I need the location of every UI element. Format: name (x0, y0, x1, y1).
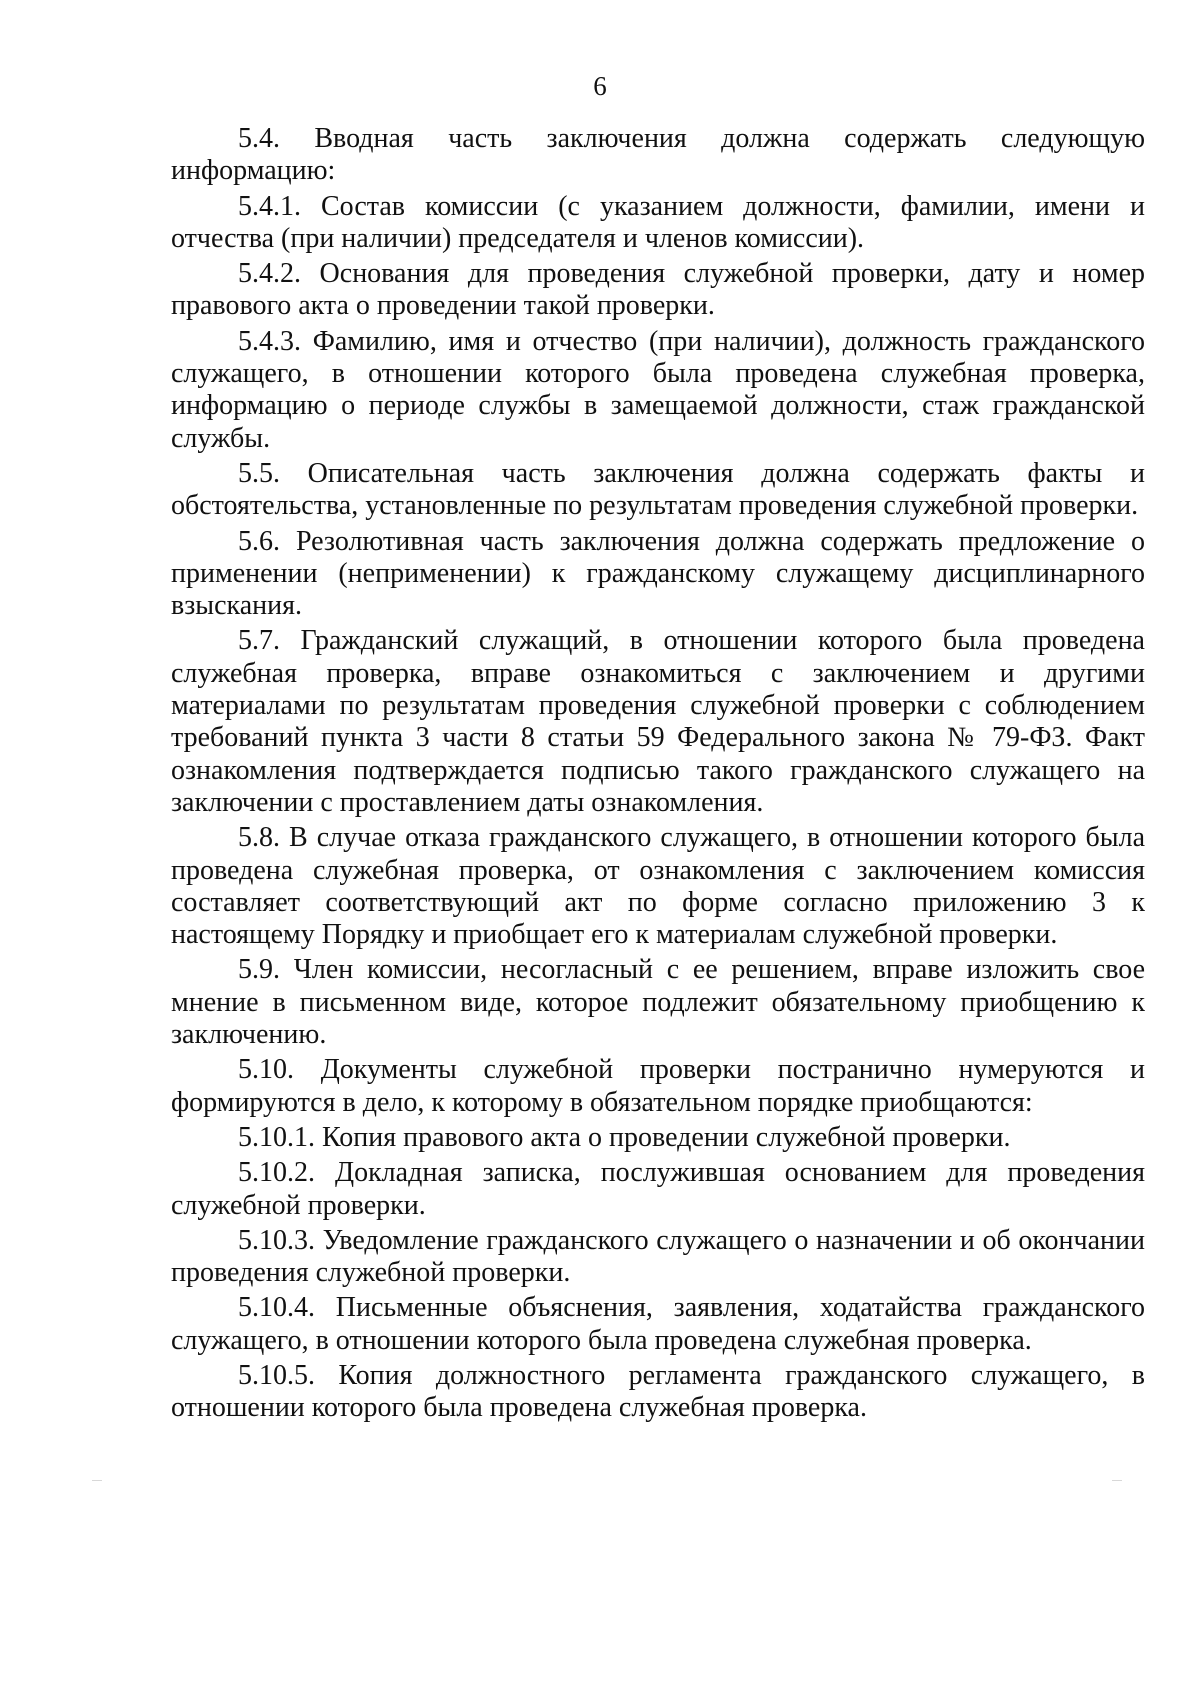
paragraph-5-10-3: 5.10.3. Уведомление гражданского служащего о назначении и об окончании проведения служебной проверки. (171, 1224, 1145, 1289)
paragraph-5-10: 5.10. Документы служебной проверки постранично нумеруются и формируются в дело, к которому в обязательном порядке приобщаются: (171, 1054, 1145, 1118)
scan-artifact-line (92, 1480, 102, 1481)
paragraph-5-8: 5.8. В случае отказа гражданского служащего, в отношении которого была проведена служебная проверка, от ознакомления с заключением комиссия составляет соответствующий акт по форме согласно приложению 3 к настоящему Порядку и приобщает его к материалам служебной проверки. (171, 822, 1145, 951)
paragraph-5-10-5: 5.10.5. Копия должностного регламента гражданского служащего, в отношении которого была проведена служебная проверка. (171, 1359, 1145, 1424)
paragraph-5-10-4: 5.10.4. Письменные объяснения, заявления, ходатайства гражданского служащего, в отношении которого была проведена служебная проверка. (171, 1292, 1145, 1356)
paragraph-5-4-2: 5.4.2. Основания для проведения служебной проверки, дату и номер правового акта о проведении такой проверки. (171, 258, 1145, 322)
paragraph-5-4-1: 5.4.1. Состав комиссии (с указанием должности, фамилии, имени и отчества (при наличии) председателя и членов комиссии). (171, 190, 1145, 254)
paragraph-5-10-1: 5.10.1. Копия правового акта о проведении служебной проверки. (238, 1121, 1011, 1153)
paragraph-5-6: 5.6. Резолютивная часть заключения должна содержать предложение о применении (неприменении) к гражданскому служащему дисциплинарного взыскания. (171, 525, 1145, 622)
scan-artifact-line (1112, 1480, 1122, 1481)
paragraph-5-7: 5.7. Гражданский служащий, в отношении которого была проведена служебная проверка, вправе ознакомиться с заключением и другими материалами по результатам проведения служебной проверки с соблюдением требований пункта 3 части 8 статьи 59 Федерального закона № 79-ФЗ. Факт ознакомления подтверждается подписью такого гражданского служащего на заключении с проставлением даты ознакомления. (171, 625, 1145, 818)
paragraph-5-5: 5.5. Описательная часть заключения должна содержать факты и обстоятельства, установленные по результатам проведения служебной проверки. (171, 457, 1145, 522)
paragraph-5-9: 5.9. Член комиссии, несогласный с ее решением, вправе изложить свое мнение в письменном виде, которое подлежит обязательному приобщению к заключению. (171, 954, 1145, 1051)
page-number: 6 (593, 71, 607, 101)
paragraph-5-10-2: 5.10.2. Докладная записка, послужившая основанием для проведения служебной проверки. (171, 1157, 1145, 1221)
paragraph-5-4-3: 5.4.3. Фамилию, имя и отчество (при наличии), должность гражданского служащего, в отношении которого была проведена служебная проверка, информацию о периоде службы в замещаемой должности, стаж гражданской службы. (171, 325, 1145, 454)
paragraph-5-4: 5.4. Вводная часть заключения должна содержать следующую информацию: (171, 123, 1145, 187)
document-body (171, 123, 1145, 1428)
